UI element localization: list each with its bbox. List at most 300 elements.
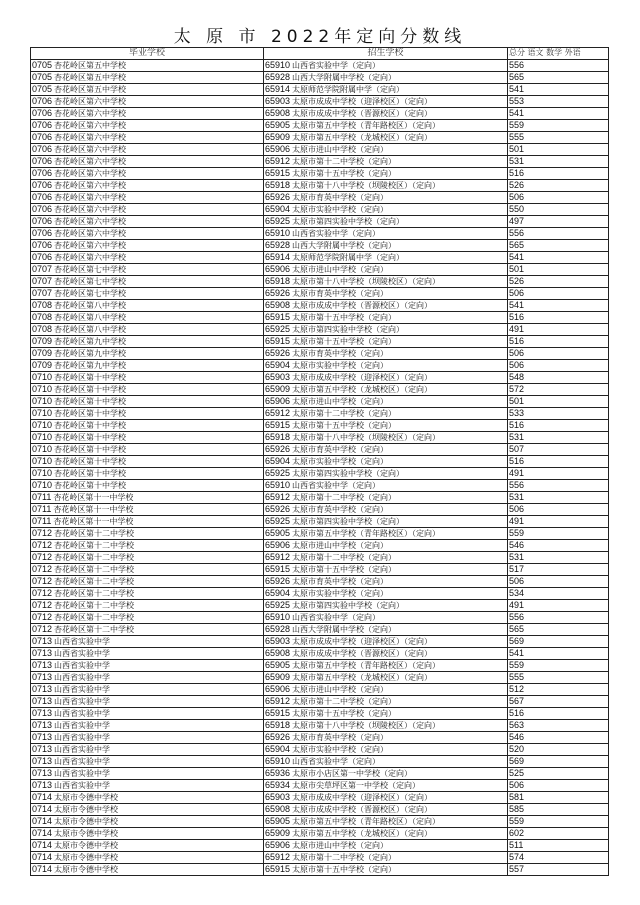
enroll-school-cell bbox=[264, 599, 508, 611]
table-row bbox=[31, 431, 609, 443]
grad-school-name: 杏花岭区第十中学校 bbox=[54, 372, 127, 382]
enroll-school-code: 65903 bbox=[265, 95, 291, 106]
enroll-school-cell bbox=[264, 275, 508, 287]
table-row bbox=[31, 719, 609, 731]
grad-school-cell bbox=[31, 839, 264, 851]
enroll-school-code: 65908 bbox=[265, 647, 291, 658]
total-score-cell: 512 bbox=[508, 683, 609, 695]
enroll-school-cell bbox=[264, 239, 508, 251]
table-row bbox=[31, 803, 609, 815]
enroll-school-cell bbox=[264, 695, 508, 707]
grad-school-cell bbox=[31, 311, 264, 323]
enroll-school-code: 65903 bbox=[265, 791, 291, 802]
total-score-cell: 553 bbox=[508, 95, 609, 107]
enroll-school-name: 太原市成成中学校（迎泽校区）（定向） bbox=[292, 792, 433, 802]
enroll-school-code: 65906 bbox=[265, 539, 291, 550]
table-row bbox=[31, 71, 609, 83]
total-score-cell: 557 bbox=[508, 863, 609, 875]
enroll-school-code: 65926 bbox=[265, 731, 291, 742]
enroll-school-code: 65912 bbox=[265, 695, 291, 706]
grad-school-cell bbox=[31, 575, 264, 587]
enroll-school-name: 太原市进山中学校（定向） bbox=[292, 144, 389, 154]
enroll-school-name: 太原市第十二中学校（定向） bbox=[292, 492, 397, 502]
grad-school-name: 杏花岭区第十中学校 bbox=[54, 456, 127, 466]
total-score-cell: 531 bbox=[508, 431, 609, 443]
grad-school-name: 山西省实验中学 bbox=[54, 708, 111, 718]
grad-school-name: 太原市令德中学校 bbox=[54, 864, 119, 874]
enroll-school-cell bbox=[264, 287, 508, 299]
grad-school-cell bbox=[31, 383, 264, 395]
grad-school-cell bbox=[31, 647, 264, 659]
enroll-school-name: 太原市第十五中学校（定向） bbox=[292, 864, 397, 874]
grad-school-code: 0706 bbox=[32, 215, 53, 226]
enroll-school-name: 山西省实验中学（定向） bbox=[292, 228, 381, 238]
grad-school-name: 杏花岭区第五中学校 bbox=[54, 60, 127, 70]
table-row bbox=[31, 539, 609, 551]
header-score: 总分 语文 数学 外语 bbox=[508, 48, 609, 60]
enroll-school-code: 65926 bbox=[265, 443, 291, 454]
enroll-school-cell bbox=[264, 647, 508, 659]
grad-school-name: 杏花岭区第六中学校 bbox=[54, 108, 127, 118]
grad-school-code: 0710 bbox=[32, 419, 53, 430]
enroll-school-name: 太原市成成中学校（晋源校区）（定向） bbox=[292, 804, 433, 814]
total-score-cell: 559 bbox=[508, 119, 609, 131]
enroll-school-name: 太原市第十八中学校（坝陵校区）（定向） bbox=[292, 276, 441, 286]
grad-school-name: 杏花岭区第六中学校 bbox=[54, 132, 127, 142]
enroll-school-cell bbox=[264, 611, 508, 623]
enroll-school-name: 太原市第十五中学校（定向） bbox=[292, 168, 397, 178]
grad-school-code: 0711 bbox=[32, 491, 52, 502]
grad-school-name: 杏花岭区第六中学校 bbox=[54, 252, 127, 262]
grad-school-cell bbox=[31, 131, 264, 143]
grad-school-cell bbox=[31, 743, 264, 755]
enroll-school-cell bbox=[264, 803, 508, 815]
total-score-cell: 501 bbox=[508, 395, 609, 407]
grad-school-code: 0706 bbox=[32, 131, 53, 142]
enroll-school-code: 65915 bbox=[265, 167, 291, 178]
enroll-school-name: 太原市成成中学校（迎泽校区）（定向） bbox=[292, 636, 433, 646]
grad-school-name: 山西省实验中学 bbox=[54, 768, 111, 778]
header-enroll-school: 招生学校 bbox=[264, 48, 508, 60]
total-score-cell: 574 bbox=[508, 851, 609, 863]
grad-school-code: 0714 bbox=[32, 863, 53, 874]
enroll-school-code: 65912 bbox=[265, 491, 291, 502]
table-row bbox=[31, 827, 609, 839]
grad-school-cell bbox=[31, 659, 264, 671]
enroll-school-cell bbox=[264, 131, 508, 143]
table-row bbox=[31, 395, 609, 407]
grad-school-name: 山西省实验中学 bbox=[54, 660, 111, 670]
grad-school-name: 山西省实验中学 bbox=[54, 720, 111, 730]
grad-school-cell bbox=[31, 227, 264, 239]
table-row bbox=[31, 443, 609, 455]
total-score-cell: 541 bbox=[508, 83, 609, 95]
table-row bbox=[31, 743, 609, 755]
grad-school-code: 0712 bbox=[32, 587, 53, 598]
enroll-school-cell bbox=[264, 563, 508, 575]
enroll-school-cell bbox=[264, 407, 508, 419]
enroll-school-code: 65906 bbox=[265, 263, 291, 274]
enroll-school-name: 太原市第十八中学校（坝陵校区）（定向） bbox=[292, 180, 441, 190]
total-score-cell: 516 bbox=[508, 335, 609, 347]
grad-school-code: 0706 bbox=[32, 251, 53, 262]
table-row bbox=[31, 215, 609, 227]
table-row bbox=[31, 503, 609, 515]
table-row bbox=[31, 551, 609, 563]
total-score-cell: 506 bbox=[508, 191, 609, 203]
grad-school-cell bbox=[31, 635, 264, 647]
grad-school-cell bbox=[31, 587, 264, 599]
enroll-school-name: 太原市进山中学校（定向） bbox=[292, 396, 389, 406]
table-row bbox=[31, 227, 609, 239]
enroll-school-code: 65904 bbox=[265, 455, 291, 466]
enroll-school-cell bbox=[264, 431, 508, 443]
grad-school-code: 0713 bbox=[32, 647, 53, 658]
table-row bbox=[31, 407, 609, 419]
enroll-school-name: 山西大学附属中学校（定向） bbox=[292, 72, 397, 82]
grad-school-cell bbox=[31, 263, 264, 275]
enroll-school-code: 65928 bbox=[265, 71, 291, 82]
grad-school-code: 0714 bbox=[32, 803, 53, 814]
grad-school-code: 0710 bbox=[32, 371, 53, 382]
grad-school-cell bbox=[31, 827, 264, 839]
enroll-school-name: 太原市第四实验中学校（定向） bbox=[292, 216, 405, 226]
grad-school-name: 杏花岭区第七中学校 bbox=[54, 288, 127, 298]
table-row bbox=[31, 323, 609, 335]
grad-school-code: 0713 bbox=[32, 755, 53, 766]
grad-school-code: 0713 bbox=[32, 779, 53, 790]
enroll-school-cell bbox=[264, 323, 508, 335]
enroll-school-code: 65910 bbox=[265, 611, 291, 622]
grad-school-name: 杏花岭区第六中学校 bbox=[54, 216, 127, 226]
table-row bbox=[31, 527, 609, 539]
grad-school-cell bbox=[31, 719, 264, 731]
total-score-cell: 546 bbox=[508, 731, 609, 743]
grad-school-code: 0710 bbox=[32, 431, 53, 442]
enroll-school-code: 65926 bbox=[265, 191, 291, 202]
total-score-cell: 511 bbox=[508, 839, 609, 851]
enroll-school-code: 65926 bbox=[265, 287, 291, 298]
enroll-school-code: 65906 bbox=[265, 683, 291, 694]
total-score-cell: 506 bbox=[508, 779, 609, 791]
enroll-school-name: 太原市第五中学校（青年路校区）（定向） bbox=[292, 528, 441, 538]
enroll-school-name: 太原市成成中学校（晋源校区）（定向） bbox=[292, 300, 433, 310]
enroll-school-name: 太原市第四实验中学校（定向） bbox=[292, 516, 405, 526]
total-score-cell: 525 bbox=[508, 767, 609, 779]
grad-school-cell bbox=[31, 767, 264, 779]
grad-school-name: 杏花岭区第十二中学校 bbox=[54, 600, 135, 610]
grad-school-cell bbox=[31, 527, 264, 539]
table-row bbox=[31, 635, 609, 647]
grad-school-code: 0711 bbox=[32, 515, 52, 526]
enroll-school-code: 65910 bbox=[265, 479, 291, 490]
grad-school-name: 杏花岭区第十二中学校 bbox=[54, 576, 135, 586]
total-score-cell: 506 bbox=[508, 503, 609, 515]
enroll-school-cell bbox=[264, 467, 508, 479]
grad-school-name: 杏花岭区第六中学校 bbox=[54, 192, 127, 202]
total-score-cell: 556 bbox=[508, 479, 609, 491]
total-score-cell: 516 bbox=[508, 707, 609, 719]
grad-school-code: 0710 bbox=[32, 467, 53, 478]
grad-school-name: 杏花岭区第六中学校 bbox=[54, 96, 127, 106]
grad-school-cell bbox=[31, 779, 264, 791]
grad-school-name: 杏花岭区第十二中学校 bbox=[54, 624, 135, 634]
total-score-cell: 531 bbox=[508, 155, 609, 167]
total-score-cell: 548 bbox=[508, 371, 609, 383]
grad-school-name: 杏花岭区第十二中学校 bbox=[54, 528, 135, 538]
enroll-school-name: 山西省实验中学（定向） bbox=[292, 480, 381, 490]
grad-school-code: 0709 bbox=[32, 347, 53, 358]
table-row bbox=[31, 575, 609, 587]
grad-school-name: 杏花岭区第十中学校 bbox=[54, 468, 127, 478]
total-score-cell: 506 bbox=[508, 287, 609, 299]
enroll-school-cell bbox=[264, 59, 508, 71]
enroll-school-code: 65914 bbox=[265, 251, 291, 262]
enroll-school-cell bbox=[264, 479, 508, 491]
grad-school-code: 0713 bbox=[32, 683, 53, 694]
enroll-school-code: 65915 bbox=[265, 311, 291, 322]
grad-school-code: 0709 bbox=[32, 335, 53, 346]
grad-school-name: 山西省实验中学 bbox=[54, 780, 111, 790]
enroll-school-cell bbox=[264, 707, 508, 719]
grad-school-code: 0710 bbox=[32, 383, 53, 394]
grad-school-name: 杏花岭区第十中学校 bbox=[54, 420, 127, 430]
grad-school-name: 杏花岭区第八中学校 bbox=[54, 300, 127, 310]
enroll-school-code: 65904 bbox=[265, 587, 291, 598]
grad-school-code: 0710 bbox=[32, 395, 53, 406]
enroll-school-code: 65905 bbox=[265, 659, 291, 670]
enroll-school-code: 65912 bbox=[265, 551, 291, 562]
enroll-school-cell bbox=[264, 719, 508, 731]
grad-school-cell bbox=[31, 179, 264, 191]
enroll-school-cell bbox=[264, 251, 508, 263]
enroll-school-name: 太原市成成中学校（晋源校区）（定向） bbox=[292, 108, 433, 118]
grad-school-cell bbox=[31, 155, 264, 167]
enroll-school-code: 65908 bbox=[265, 107, 291, 118]
table-row bbox=[31, 707, 609, 719]
total-score-cell: 516 bbox=[508, 419, 609, 431]
enroll-school-code: 65908 bbox=[265, 803, 291, 814]
enroll-school-code: 65906 bbox=[265, 839, 291, 850]
grad-school-name: 杏花岭区第十中学校 bbox=[54, 432, 127, 442]
enroll-school-cell bbox=[264, 515, 508, 527]
enroll-school-code: 65905 bbox=[265, 527, 291, 538]
grad-school-cell bbox=[31, 755, 264, 767]
enroll-school-cell bbox=[264, 503, 508, 515]
enroll-school-code: 65903 bbox=[265, 371, 291, 382]
enroll-school-cell bbox=[264, 623, 508, 635]
grad-school-cell bbox=[31, 251, 264, 263]
grad-school-name: 杏花岭区第十中学校 bbox=[54, 444, 127, 454]
enroll-school-code: 65925 bbox=[265, 515, 291, 526]
enroll-school-cell bbox=[264, 635, 508, 647]
enroll-school-cell bbox=[264, 203, 508, 215]
enroll-school-code: 65910 bbox=[265, 755, 291, 766]
grad-school-name: 杏花岭区第十二中学校 bbox=[54, 540, 135, 550]
table-row bbox=[31, 563, 609, 575]
enroll-school-cell bbox=[264, 587, 508, 599]
table-row bbox=[31, 647, 609, 659]
grad-school-name: 杏花岭区第九中学校 bbox=[54, 336, 127, 346]
grad-school-cell bbox=[31, 215, 264, 227]
grad-school-cell bbox=[31, 539, 264, 551]
total-score-cell: 531 bbox=[508, 551, 609, 563]
grad-school-name: 杏花岭区第五中学校 bbox=[54, 72, 127, 82]
grad-school-code: 0714 bbox=[32, 839, 53, 850]
enroll-school-name: 太原市实验中学校（定向） bbox=[292, 204, 389, 214]
grad-school-cell bbox=[31, 347, 264, 359]
total-score-cell: 559 bbox=[508, 659, 609, 671]
grad-school-cell bbox=[31, 431, 264, 443]
grad-school-code: 0710 bbox=[32, 443, 53, 454]
enroll-school-cell bbox=[264, 311, 508, 323]
enroll-school-cell bbox=[264, 551, 508, 563]
enroll-school-code: 65926 bbox=[265, 575, 291, 586]
grad-school-name: 太原市令德中学校 bbox=[54, 792, 119, 802]
enroll-school-name: 太原市实验中学校（定向） bbox=[292, 588, 389, 598]
grad-school-cell bbox=[31, 611, 264, 623]
grad-school-cell bbox=[31, 695, 264, 707]
enroll-school-code: 65909 bbox=[265, 383, 291, 394]
grad-school-code: 0713 bbox=[32, 731, 53, 742]
grad-school-code: 0706 bbox=[32, 191, 53, 202]
total-score-cell: 506 bbox=[508, 347, 609, 359]
grad-school-code: 0710 bbox=[32, 455, 53, 466]
total-score-cell: 491 bbox=[508, 467, 609, 479]
enroll-school-code: 65915 bbox=[265, 707, 291, 718]
enroll-school-code: 65909 bbox=[265, 131, 291, 142]
total-score-cell: 516 bbox=[508, 167, 609, 179]
enroll-school-code: 65925 bbox=[265, 323, 291, 334]
grad-school-code: 0713 bbox=[32, 695, 53, 706]
enroll-school-cell bbox=[264, 443, 508, 455]
grad-school-code: 0714 bbox=[32, 815, 53, 826]
enroll-school-code: 65912 bbox=[265, 851, 291, 862]
table-row bbox=[31, 83, 609, 95]
page-title: 太 原 市 2022年定向分数线 bbox=[173, 27, 467, 47]
grad-school-name: 杏花岭区第八中学校 bbox=[54, 312, 127, 322]
grad-school-name: 山西省实验中学 bbox=[54, 636, 111, 646]
grad-school-cell bbox=[31, 395, 264, 407]
enroll-school-name: 山西省实验中学（定向） bbox=[292, 756, 381, 766]
enroll-school-name: 太原市第五中学校（青年路校区）（定向） bbox=[292, 120, 441, 130]
table-row bbox=[31, 263, 609, 275]
enroll-school-code: 65925 bbox=[265, 215, 291, 226]
grad-school-code: 0712 bbox=[32, 551, 53, 562]
table-row bbox=[31, 287, 609, 299]
table-row bbox=[31, 275, 609, 287]
enroll-school-code: 65903 bbox=[265, 635, 291, 646]
enroll-school-code: 65906 bbox=[265, 143, 291, 154]
enroll-school-code: 65908 bbox=[265, 299, 291, 310]
grad-school-code: 0712 bbox=[32, 539, 53, 550]
table-row bbox=[31, 683, 609, 695]
enroll-school-cell bbox=[264, 419, 508, 431]
enroll-school-code: 65918 bbox=[265, 719, 291, 730]
enroll-school-name: 太原市尖草坪区第一中学校（定向） bbox=[292, 780, 421, 790]
table-row bbox=[31, 107, 609, 119]
enroll-school-name: 太原市成成中学校（迎泽校区）（定向） bbox=[292, 372, 433, 382]
total-score-cell: 569 bbox=[508, 755, 609, 767]
enroll-school-code: 65925 bbox=[265, 467, 291, 478]
grad-school-cell bbox=[31, 563, 264, 575]
enroll-school-code: 65905 bbox=[265, 815, 291, 826]
grad-school-code: 0707 bbox=[32, 287, 53, 298]
total-score-cell: 531 bbox=[508, 491, 609, 503]
enroll-school-cell bbox=[264, 383, 508, 395]
enroll-school-cell bbox=[264, 143, 508, 155]
grad-school-code: 0706 bbox=[32, 119, 53, 130]
table-row bbox=[31, 155, 609, 167]
enroll-school-cell bbox=[264, 455, 508, 467]
grad-school-cell bbox=[31, 407, 264, 419]
enroll-school-cell bbox=[264, 215, 508, 227]
grad-school-code: 0707 bbox=[32, 275, 53, 286]
total-score-cell: 555 bbox=[508, 131, 609, 143]
grad-school-cell bbox=[31, 95, 264, 107]
grad-school-cell bbox=[31, 335, 264, 347]
grad-school-name: 杏花岭区第十二中学校 bbox=[54, 588, 135, 598]
grad-school-cell bbox=[31, 455, 264, 467]
enroll-school-name: 太原市第十五中学校（定向） bbox=[292, 336, 397, 346]
grad-school-code: 0712 bbox=[32, 575, 53, 586]
grad-school-name: 杏花岭区第九中学校 bbox=[54, 348, 127, 358]
enroll-school-cell bbox=[264, 347, 508, 359]
enroll-school-code: 65910 bbox=[265, 227, 291, 238]
total-score-cell: 506 bbox=[508, 575, 609, 587]
total-score-cell: 501 bbox=[508, 263, 609, 275]
table-row bbox=[31, 479, 609, 491]
enroll-school-name: 太原市第十八中学校（坝陵校区）（定向） bbox=[292, 720, 441, 730]
enroll-school-name: 太原市第五中学校（青年路校区）（定向） bbox=[292, 816, 441, 826]
enroll-school-name: 太原市进山中学校（定向） bbox=[292, 540, 389, 550]
enroll-school-name: 太原师范学院附属中学（定向） bbox=[292, 252, 405, 262]
grad-school-code: 0706 bbox=[32, 227, 53, 238]
grad-school-cell bbox=[31, 59, 264, 71]
enroll-school-cell bbox=[264, 767, 508, 779]
grad-school-code: 0711 bbox=[32, 503, 52, 514]
enroll-school-cell bbox=[264, 683, 508, 695]
table-row bbox=[31, 167, 609, 179]
grad-school-cell bbox=[31, 143, 264, 155]
grad-school-name: 山西省实验中学 bbox=[54, 696, 111, 706]
enroll-school-name: 太原市育英中学校（定向） bbox=[292, 288, 389, 298]
enroll-school-code: 65905 bbox=[265, 119, 291, 130]
grad-school-name: 杏花岭区第六中学校 bbox=[54, 228, 127, 238]
grad-school-name: 杏花岭区第八中学校 bbox=[54, 324, 127, 334]
enroll-school-code: 65926 bbox=[265, 347, 291, 358]
total-score-cell: 546 bbox=[508, 539, 609, 551]
table-row bbox=[31, 611, 609, 623]
enroll-school-cell bbox=[264, 659, 508, 671]
enroll-school-cell bbox=[264, 827, 508, 839]
grad-school-name: 杏花岭区第十二中学校 bbox=[54, 612, 135, 622]
enroll-school-cell bbox=[264, 155, 508, 167]
table-row bbox=[31, 251, 609, 263]
table-row bbox=[31, 239, 609, 251]
grad-school-cell bbox=[31, 623, 264, 635]
grad-school-code: 0708 bbox=[32, 299, 53, 310]
total-score-cell: 517 bbox=[508, 563, 609, 575]
grad-school-cell bbox=[31, 371, 264, 383]
enroll-school-code: 65904 bbox=[265, 743, 291, 754]
total-score-cell: 520 bbox=[508, 743, 609, 755]
grad-school-code: 0708 bbox=[32, 323, 53, 334]
table-row bbox=[31, 695, 609, 707]
enroll-school-name: 太原师范学院附属中学（定向） bbox=[292, 84, 405, 94]
grad-school-cell bbox=[31, 803, 264, 815]
grad-school-name: 山西省实验中学 bbox=[54, 672, 111, 682]
